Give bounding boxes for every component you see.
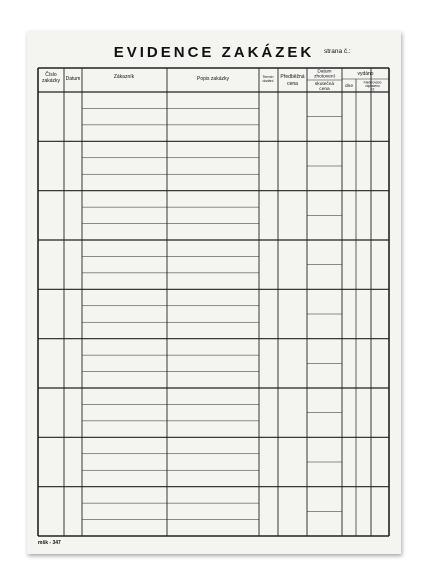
header-deadline: Termín xyxy=(262,75,274,79)
header-estimated-price: cena xyxy=(287,81,298,87)
form-code: mšk - 347 xyxy=(38,540,61,546)
header-actual-price: skutečná xyxy=(314,82,335,87)
header-order-number: zakázky xyxy=(41,78,61,84)
form-title: EVIDENCE ZAKÁZEK xyxy=(113,44,315,61)
header-completion-date: Datum xyxy=(317,69,332,75)
header-estimated-price: Předběžná xyxy=(280,74,305,80)
header-date: Datum xyxy=(65,76,81,82)
header-customer: Zákazník xyxy=(113,74,135,80)
header-invoiced: Kč xyxy=(370,87,375,92)
header-issued: vydáno xyxy=(357,71,374,77)
header-invoiced: Fakturováno xyxy=(363,80,382,85)
page-number-label: strana č.: xyxy=(324,48,351,55)
form-sheet xyxy=(27,31,401,554)
header-issued-day: dne xyxy=(344,84,354,89)
header-deadline: dodání xyxy=(262,79,274,83)
header-actual-price: cena xyxy=(319,87,330,92)
order-log-table xyxy=(27,31,401,554)
header-description: Popis zakázky xyxy=(197,76,229,82)
header-completion-date: zhotovení xyxy=(314,74,335,80)
header-order-number: Číslo xyxy=(45,72,57,78)
header-invoiced: zaplaceno xyxy=(365,84,380,88)
